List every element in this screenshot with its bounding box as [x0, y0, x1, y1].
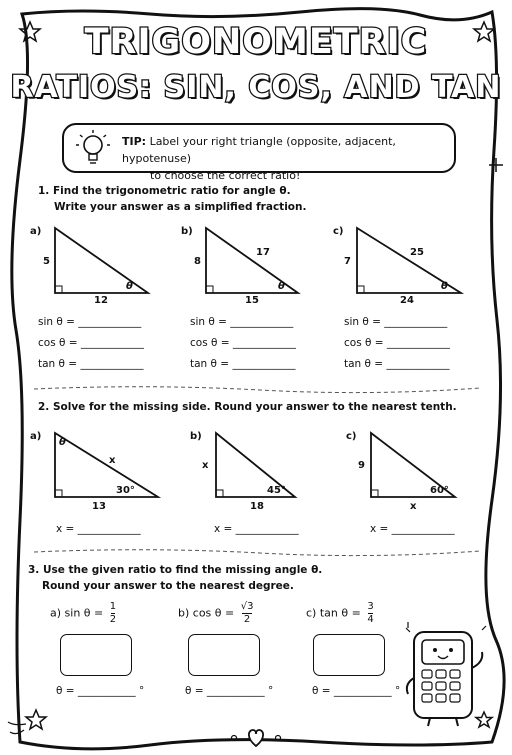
tip-line2: to choose the correct ratio!: [150, 169, 301, 182]
q2b-vertical: x: [202, 460, 209, 471]
q3a-answer-box[interactable]: [60, 634, 132, 676]
section-divider: [34, 387, 480, 393]
tip-label: TIP:: [122, 135, 147, 148]
q2-instruction: 2. Solve for the missing side. Round your answer to the nearest tenth.: [38, 401, 457, 413]
q2b-angle: 45°: [267, 485, 286, 496]
q1a-vertical: 5: [43, 256, 50, 267]
q1b-hyp: 17: [256, 247, 270, 258]
q3c-answer[interactable]: θ = ___________ °: [312, 685, 401, 697]
q1a-label: a): [30, 226, 42, 237]
q1b-sin-answer[interactable]: sin θ = ____________: [190, 316, 294, 328]
section-divider: [34, 550, 480, 556]
q3b-num: √3: [240, 601, 254, 612]
q3a-label: a): [50, 606, 62, 620]
q1c-vertical: 7: [344, 256, 351, 267]
q1c-label: c): [333, 226, 344, 237]
q3a-answer[interactable]: θ = ___________ °: [56, 685, 145, 697]
q1a-base: 12: [94, 295, 108, 306]
q1-instruction-1: 1. Find the trigonometric ratio for angle θ.: [38, 185, 291, 197]
q3b-answer-box[interactable]: [188, 634, 260, 676]
q2c-base: x: [410, 501, 417, 512]
q2a-hyp: x: [109, 455, 116, 466]
q3a-fn: sin θ =: [64, 606, 104, 620]
q1a-cos-answer[interactable]: cos θ = ____________: [38, 337, 144, 349]
q3a-num: 1: [109, 601, 117, 612]
q3c-fraction: [367, 601, 373, 626]
sparkle-icon: [489, 158, 503, 172]
q2a-answer[interactable]: x = ____________: [56, 523, 141, 535]
tip-box: [62, 123, 456, 182]
q1c-cos-answer[interactable]: cos θ = ____________: [344, 337, 450, 349]
q2c-answer[interactable]: x = ____________: [370, 523, 455, 535]
q1c-sin-answer[interactable]: sin θ = ____________: [344, 316, 448, 328]
q1b-label: b): [181, 226, 193, 237]
q2a-label: a): [30, 431, 42, 442]
q2c-label: c): [346, 431, 357, 442]
q1-instruction-2: Write your answer as a simplified fraction.: [54, 201, 307, 213]
q3b-fn: cos θ =: [192, 606, 235, 620]
q3-instruction-2: Round your answer to the nearest degree.: [42, 580, 294, 592]
q1a-angle: θ: [126, 281, 133, 292]
q3a-den: 2: [109, 614, 117, 625]
q3c-label: c): [306, 606, 317, 620]
q2c-vertical: 9: [358, 460, 365, 471]
q1c-tan-answer[interactable]: tan θ = ____________: [344, 358, 450, 370]
q3a-fraction: [110, 601, 116, 626]
tip-line1: Label your right triangle (opposite, adjacent, hypotenuse): [122, 135, 396, 165]
q3c-ratio: [306, 601, 374, 626]
q1c-hyp: 25: [410, 247, 424, 258]
q1b-base: 15: [245, 295, 259, 306]
q2a-base: 13: [92, 501, 106, 512]
q1b-tan-answer[interactable]: tan θ = ____________: [190, 358, 296, 370]
page-title-line2: RATIOS: SIN, COS, AND TAN: [10, 70, 502, 105]
q3b-label: b): [178, 606, 190, 620]
page-title-line1: TRIGONOMETRIC: [84, 22, 428, 62]
q3-instruction-1: 3. Use the given ratio to find the missing angle θ.: [28, 564, 323, 576]
q1c-base: 24: [400, 295, 414, 306]
triangle-a: [55, 228, 148, 293]
q3b-den: 2: [243, 614, 251, 625]
triangle-2a: [55, 433, 158, 497]
q2b-answer[interactable]: x = ____________: [214, 523, 299, 535]
q3c-num: 3: [367, 601, 374, 612]
q3a-ratio: [50, 601, 116, 626]
q2b-base: 18: [250, 501, 264, 512]
q3c-fn: tan θ =: [319, 606, 361, 620]
q1a-sin-answer[interactable]: sin θ = ____________: [38, 316, 142, 328]
q3b-ratio: [178, 601, 253, 626]
q1b-cos-answer[interactable]: cos θ = ____________: [190, 337, 296, 349]
star-icon: [8, 710, 46, 734]
q3c-answer-box[interactable]: [313, 634, 385, 676]
q1b-angle: θ: [278, 281, 285, 292]
q2a-angle: 30°: [116, 485, 135, 496]
q2c-angle: 60°: [430, 485, 449, 496]
q1b-vertical: 8: [194, 256, 201, 267]
q2b-label: b): [190, 431, 202, 442]
heart-icon: [232, 730, 281, 746]
q3b-answer[interactable]: θ = ___________ °: [185, 685, 274, 697]
q1c-angle: θ: [441, 281, 448, 292]
q1a-tan-answer[interactable]: tan θ = ____________: [38, 358, 144, 370]
tip-text: [122, 133, 447, 184]
q3b-fraction: [241, 601, 254, 626]
q2a-top-angle: θ: [59, 437, 66, 448]
lightbulb-icon: [70, 125, 116, 171]
calculator-mascot: [402, 618, 492, 728]
q3c-den: 4: [367, 614, 374, 625]
